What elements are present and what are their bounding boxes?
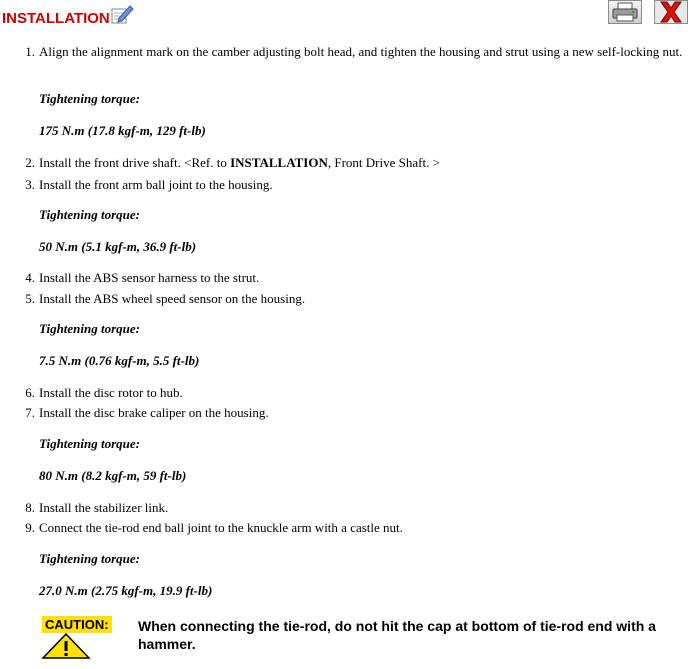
torque-label: Tightening torque:	[39, 436, 141, 451]
close-x-icon	[655, 1, 687, 23]
edit-note-icon	[110, 3, 134, 25]
torque-label: Tightening torque:	[39, 91, 141, 106]
page-title: INSTALLATION	[2, 10, 110, 27]
step-text: Install the disc brake caliper on the housing.	[39, 405, 269, 420]
torque-label: Tightening torque:	[39, 321, 141, 336]
caution-badge: CAUTION:	[42, 616, 112, 633]
step-text-post: , Front Drive Shaft. >	[327, 155, 440, 170]
step-number: 3.	[25, 177, 35, 192]
torque-value: 27.0 N.m (2.75 kgf-m, 19.9 ft-lb)	[39, 583, 213, 598]
step-number: 6.	[25, 385, 35, 400]
torque-label: Tightening torque:	[39, 551, 141, 566]
step-number: 7.	[25, 405, 35, 420]
step-number: 4.	[25, 270, 35, 285]
close-button[interactable]	[654, 0, 688, 24]
step-text: Align the alignment mark on the camber adjusting bolt head, and tighten the housing and strut using a new self-locking nut.	[39, 44, 683, 59]
step-text: Install the stabilizer link.	[39, 500, 169, 515]
step-text: Install the ABS sensor harness to the strut.	[39, 270, 260, 285]
printer-icon	[609, 1, 641, 23]
torque-value: 175 N.m (17.8 kgf-m, 129 ft-lb)	[39, 123, 206, 138]
step-number: 9.	[25, 520, 35, 535]
torque-label: Tightening torque:	[39, 207, 141, 222]
torque-value: 50 N.m (5.1 kgf-m, 36.9 ft-lb)	[39, 239, 197, 254]
step-text: Install the ABS wheel speed sensor on the housing.	[39, 291, 306, 306]
installation-reference-link[interactable]: INSTALLATION	[230, 155, 328, 170]
step-number: 2.	[25, 155, 35, 170]
step-text: Install the disc rotor to hub.	[39, 385, 183, 400]
step-number: 1.	[25, 44, 35, 59]
step-number: 8.	[25, 500, 35, 515]
torque-value: 7.5 N.m (0.76 kgf-m, 5.5 ft-lb)	[39, 353, 200, 368]
step-text: Connect the tie-rod end ball joint to the knuckle arm with a castle nut.	[39, 520, 403, 535]
step-text: Install the front arm ball joint to the housing.	[39, 177, 273, 192]
step-number: 5.	[25, 291, 35, 306]
warning-triangle-icon	[41, 633, 91, 659]
torque-value: 80 N.m (8.2 kgf-m, 59 ft-lb)	[39, 468, 187, 483]
step-text-pre: Install the front drive shaft. <Ref. to	[39, 155, 231, 170]
print-button[interactable]	[608, 0, 642, 24]
step-text	[39, 155, 684, 170]
caution-text: When connecting the tie-rod, do not hit the cap at bottom of tie-rod end with a hammer.	[138, 618, 656, 652]
